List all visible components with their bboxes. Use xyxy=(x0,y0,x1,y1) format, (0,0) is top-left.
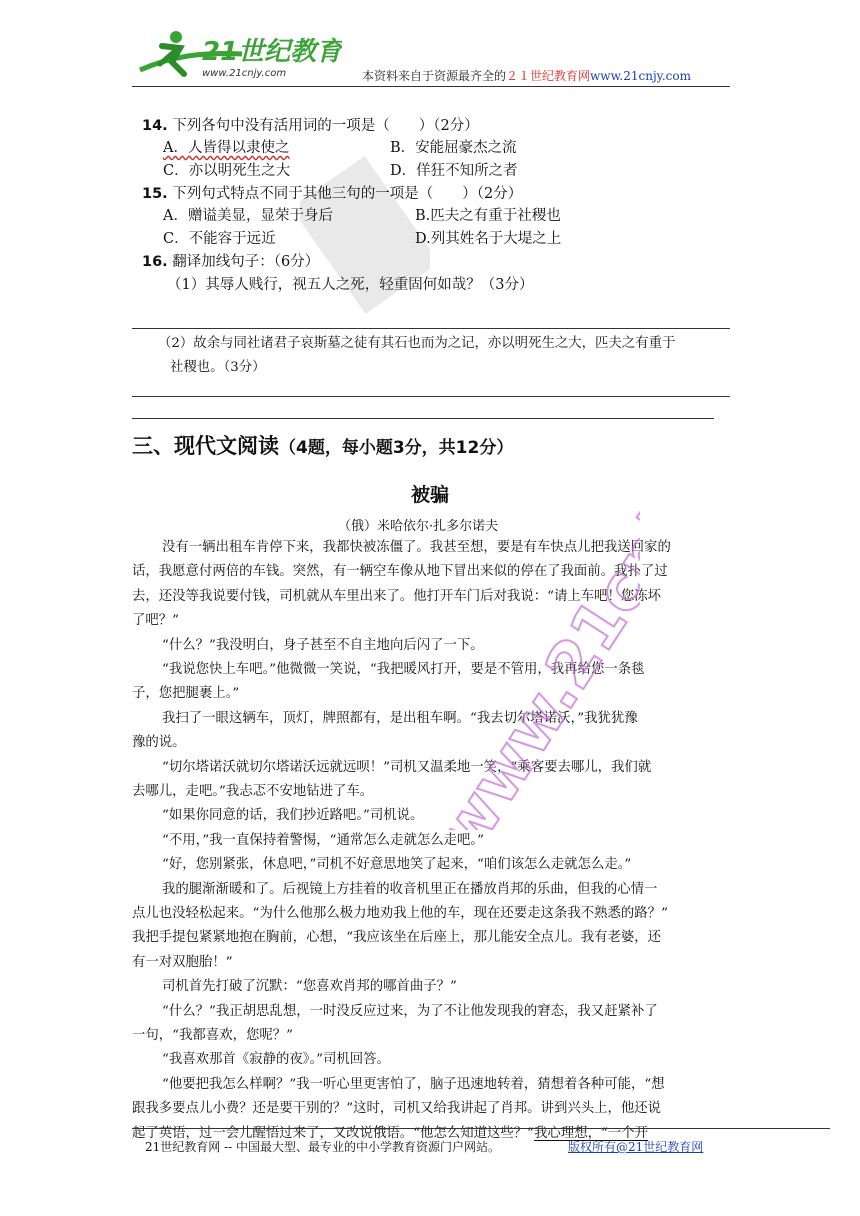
article-line: “不用，”我一直保持着警惕，“通常怎么走就怎么走吧。” xyxy=(162,832,484,848)
watermark-text: www.21cnjy.com xyxy=(424,390,640,830)
footer-divider xyxy=(132,1128,830,1129)
article-line: “他要把我怎么样啊？”我一听心里更害怕了，脑子迅速地转着，猜想着各种可能，“想 xyxy=(162,1076,665,1092)
article-line: “我喜欢那首《寂静的夜》。”司机回答。 xyxy=(162,1052,390,1068)
article-line: “切尔塔诺沃就切尔塔诺沃远就远呗！”司机又温柔地一笑，“乘客要去哪儿，我们就 xyxy=(162,759,652,775)
article-line: 跟我多要点儿小费？还是要干别的？”这时，司机又给我讲起了肖邦。讲到兴头上，他还说 xyxy=(132,1101,662,1117)
article-line: 点儿也没轻松起来。“为什么他那么极力地劝我上他的车，现在还要走这条我不熟悉的路？” xyxy=(132,906,668,921)
article-line: 了吧？” xyxy=(132,613,180,629)
q14-option-b: B．安能屈豪杰之流 xyxy=(390,140,517,156)
article-line: 我扫了一眼这辆车，顶灯，牌照都有，是出租车啊。“我去切尔塔诺沃，”我犹犹豫 xyxy=(162,710,638,726)
logo-text: 21世纪教育 xyxy=(202,37,342,67)
article-line: 有一对双胞胎！” xyxy=(132,954,233,970)
footer-left-text: 21世纪教育网 -- 中国最大型、最专业的中小学教育资源门户网站。 xyxy=(145,1140,501,1154)
q16-sentence-1: （1）其辱人贱行，视五人之死，轻重固何如哉？（3分） xyxy=(167,277,534,293)
q15-option-a: A．赠谥美显，显荣于身后 xyxy=(163,208,333,224)
header-url-link[interactable]: www.21cnjy.com xyxy=(590,69,691,83)
question-16-stem: 16. 翻译加线句子：（6分） xyxy=(142,254,320,270)
q16-sentence-2-line1: （2）故余与同社诸君子哀斯墓之徒有其石也而为之记，亦以明死生之大，匹夫之有重于 xyxy=(158,336,676,351)
article-author: （俄）米哈依尔·扎多尔诺夫 xyxy=(338,519,499,534)
article-line: “好，您别紧张，休息吧，”司机不好意思地笑了起来，“咱们该怎么走就怎么走。” xyxy=(162,857,632,873)
article-line: 去，还没等我说要付钱，司机就从车里出来了。他打开车门后对我说：“请上车吧！您冻坏 xyxy=(132,588,662,604)
q14-option-a: A．人皆得以隶使之 xyxy=(163,140,290,156)
article-line: “什么？”我没明白，身子甚至不自主地向后闪了一下。 xyxy=(162,637,484,653)
article-line: 子，您把腿裹上。” xyxy=(132,686,240,702)
article-line: “如果你同意的话，我们抄近路吧。”司机说。 xyxy=(162,808,424,824)
article-line: 话，我愿意付两倍的车钱。突然，有一辆空车像从地下冒出来似的停在了我面前。我扑了过 xyxy=(132,564,668,580)
q15-option-b: B.匹夫之有重于社稷也 xyxy=(415,208,561,224)
article-line: 司机首先打破了沉默：“您喜欢肖邦的哪首曲子？” xyxy=(162,979,457,995)
article-title: 被骗 xyxy=(410,484,449,506)
article-line: “什么？”我正胡思乱想，一时没反应过来，为了不让他发现我的窘态，我又赶紧补了 xyxy=(162,1003,658,1019)
logo-url: www.21cnjy.com xyxy=(202,68,287,79)
answer-line-2 xyxy=(132,396,730,397)
answer-line-3 xyxy=(132,418,714,419)
article-line: “我说您快上车吧。”他微微一笑说，“我把暖风打开，要是不管用，我再给您一条毯 xyxy=(162,662,645,677)
site-logo xyxy=(132,24,342,86)
q14-option-d: D．佯狂不知所之者 xyxy=(390,163,518,179)
footer-copyright-link[interactable]: 版权所有@21世纪教育网 xyxy=(568,1140,704,1154)
q14-option-c: C．亦以明死生之大 xyxy=(163,163,291,179)
article-line: 没有一辆出租车肯停下来，我都快被冻僵了。我甚至想，要是有车快点儿把我送回家的 xyxy=(162,540,671,555)
question-15-stem: 15. 下列句式特点不同于其他三句的一项是（ ）（2分） xyxy=(142,186,523,202)
q15-option-c: C．不能容于远近 xyxy=(163,231,276,247)
article-line: 我把手提包紧紧地抱在胸前，心想，“我应该坐在后座上，那儿能安全点儿。我有老婆，还 xyxy=(132,930,662,946)
header-divider xyxy=(132,86,730,87)
article-line: 一句，“我都喜欢，您呢？” xyxy=(132,1028,293,1043)
section-title: 三、现代文阅读（4题，每小题3分，共12分） xyxy=(132,434,514,458)
article-line: 去哪儿，走吧。”我忐忑不安地钻进了车。 xyxy=(132,784,374,799)
question-14-stem: 14. 下列各句中没有活用词的一项是（ ）（2分） xyxy=(142,118,479,134)
header-slogan: 本资料来自于资源最齐全的２１世纪教育网www.21cnjy.com xyxy=(362,69,691,83)
answer-line-1 xyxy=(132,328,730,329)
underlined-phrase: 我心理想，“一个开 xyxy=(534,1125,649,1141)
article-line: 豫的说。 xyxy=(132,735,186,751)
q16-sentence-2-line2: 社稷也。（3分） xyxy=(170,360,266,375)
article-line: 起了英语，过一会儿醒悟过来了，又改说俄语。“他怎么知道这些？”我心理想，“一个开 xyxy=(132,1125,649,1141)
article-line: 我的腿渐渐暖和了。后视镜上方挂着的收音机里正在播放肖邦的乐曲，但我的心情一 xyxy=(162,881,658,897)
q15-option-d: D.列其姓名于大堤之上 xyxy=(415,231,562,247)
